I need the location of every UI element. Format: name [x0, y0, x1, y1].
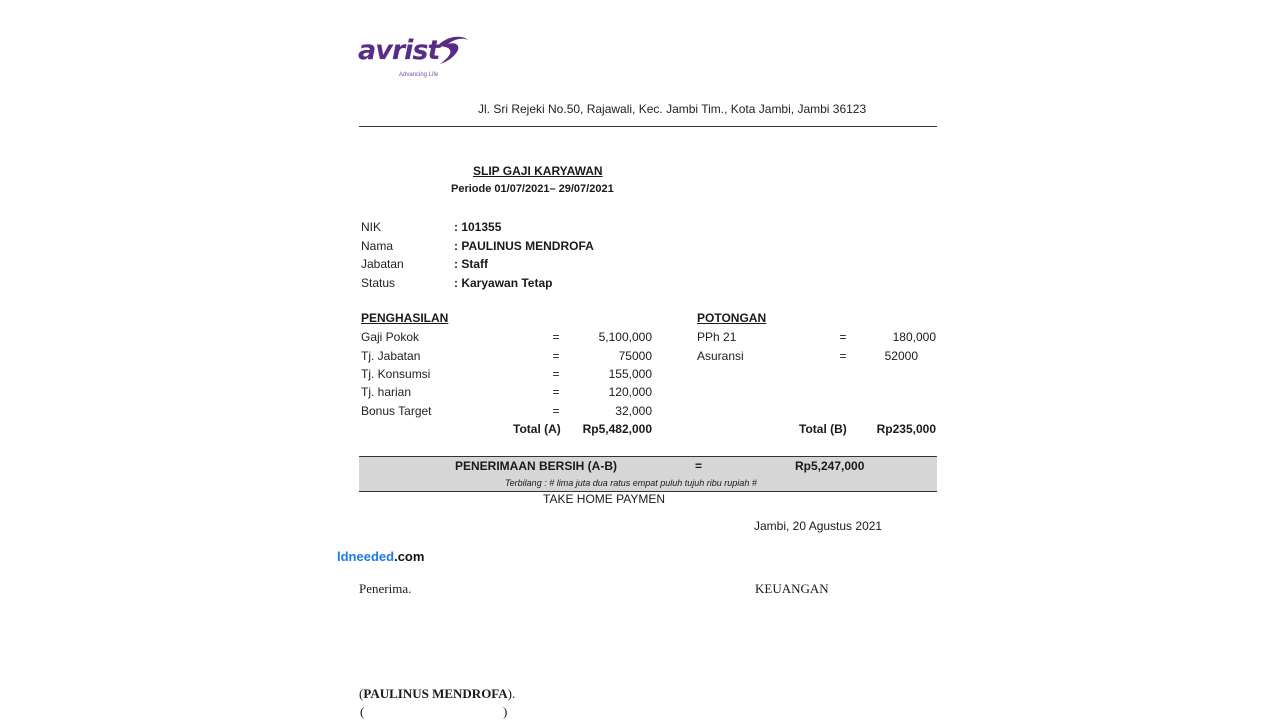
income-item-amount: 155,000	[608, 367, 652, 381]
paren-close: ).	[507, 686, 516, 701]
net-pay-label: PENERIMAAN BERSIH (A-B)	[455, 459, 617, 473]
status-label: Status	[361, 276, 396, 290]
net-pay-amount: Rp5,247,000	[795, 459, 865, 473]
receiver-name: PAULINUS MENDROFA	[363, 686, 508, 701]
blank-signature-close: )	[503, 704, 508, 719]
watermark	[337, 549, 424, 564]
blank-signature-open: (	[360, 704, 365, 719]
income-item-label: Tj. Konsumsi	[361, 367, 431, 381]
company-logo	[358, 34, 470, 84]
slip-title: SLIP GAJI KARYAWAN	[473, 164, 603, 178]
take-home-pay-label: TAKE HOME PAYMEN	[543, 492, 666, 506]
income-item-amount: 5,100,000	[598, 330, 652, 344]
income-item-label: Tj. harian	[361, 385, 412, 399]
deduction-item-label: Asuransi	[697, 349, 744, 363]
income-item-amount: 32,000	[615, 404, 652, 418]
income-item-eq: =	[552, 385, 560, 399]
income-item-label: Tj. Jabatan	[361, 349, 421, 363]
deduction-item-eq: =	[839, 330, 847, 344]
income-item-amount: 75000	[618, 349, 652, 363]
nik-label: NIK	[361, 220, 382, 234]
logo-tagline: Advancing Life	[399, 72, 439, 78]
position-value: : Staff	[454, 257, 488, 271]
income-item-eq: =	[552, 330, 560, 344]
deduction-total-label: Total (B)	[799, 422, 847, 436]
deduction-item-label: PPh 21	[697, 330, 737, 344]
terbilang-text: Terbilang : # lima juta dua ratus empat puluh tujuh ribu rupiah #	[505, 478, 757, 488]
income-item-eq: =	[552, 404, 560, 418]
net-pay-eq: =	[695, 459, 703, 473]
deduction-item-eq: =	[839, 349, 847, 363]
logo-wordmark: avrist	[358, 35, 440, 66]
deduction-header: POTONGAN	[697, 311, 767, 325]
income-header: PENGHASILAN	[361, 311, 449, 325]
income-item-eq: =	[552, 367, 560, 381]
receiver-label: Penerima.	[359, 581, 412, 596]
income-total-amount: Rp5,482,000	[582, 422, 652, 436]
receiver-signature-line	[359, 686, 515, 702]
position-label: Jabatan	[361, 257, 404, 271]
logo-swoosh-icon	[434, 34, 470, 66]
watermark-part-b: .com	[394, 549, 425, 564]
header-divider	[359, 126, 937, 127]
nik-value: : 101355	[454, 220, 502, 234]
income-total-label: Total (A)	[513, 422, 561, 436]
terbilang-band	[359, 476, 937, 492]
income-item-amount: 120,000	[608, 385, 652, 399]
income-item-label: Bonus Target	[361, 404, 432, 418]
signing-date: Jambi, 20 Agustus 2021	[754, 519, 883, 533]
slip-period: Periode 01/07/2021– 29/07/2021	[451, 183, 614, 195]
status-value: : Karyawan Tetap	[454, 276, 553, 290]
deduction-item-amount: 180,000	[892, 330, 936, 344]
watermark-part-a: ldneeded	[337, 549, 395, 564]
finance-label: KEUANGAN	[755, 581, 829, 596]
deduction-item-amount: 52000	[884, 349, 918, 363]
name-value: : PAULINUS MENDROFA	[454, 239, 594, 253]
income-item-eq: =	[552, 349, 560, 363]
net-pay-band	[359, 456, 937, 476]
deduction-total-amount: Rp235,000	[876, 422, 936, 436]
company-address: Jl. Sri Rejeki No.50, Rajawali, Kec. Jambi Tim., Kota Jambi, Jambi 36123	[478, 102, 867, 116]
income-item-label: Gaji Pokok	[361, 330, 420, 344]
name-label: Nama	[361, 239, 394, 253]
paren-open: (	[359, 686, 364, 701]
